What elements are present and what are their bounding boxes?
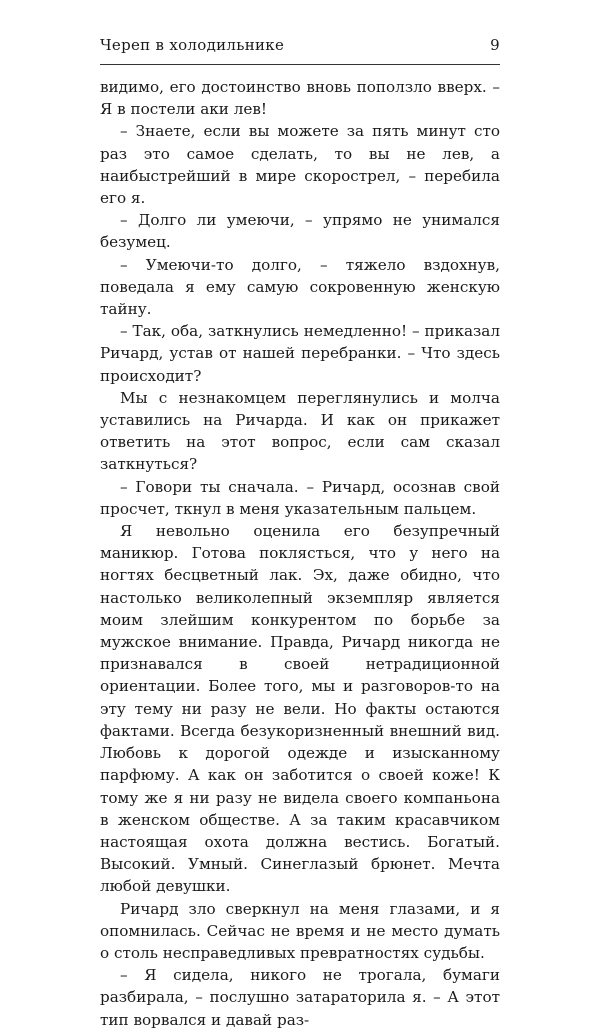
paragraph: Ричард зло сверкнул на меня глазами, и я опомнилась. Сейчас не время и не место думать о столь несправедливых превратностях судьбы. [100, 899, 500, 962]
paragraph: – Умеючи-то долго, – тяжело вздохнув, поведала я ему самую сокровенную женскую тайну. [100, 255, 500, 319]
running-header [100, 36, 500, 54]
paragraph: – Долго ли умеючи, – упрямо не унимался безумец. [100, 211, 500, 252]
paragraph: – Так, оба, заткнулись немедленно! – приказал Ричард, устав от нашей перебранки. – Что здесь происходит? [100, 322, 500, 385]
page-number: 9 [490, 36, 500, 54]
book-title: Череп в холодильнике [100, 36, 285, 54]
paragraph: Мы с незнакомцем переглянулись и молча уставились на Ричарда. И как он прикажет ответить на этот вопрос, если сам сказал заткнуться? [100, 388, 500, 474]
paragraph: – Я сидела, никого не трогала, бумаги разбирала, – послушно затараторила я. – А этот тип ворвался и давай раз- [100, 966, 500, 1029]
paragraph: Я невольно оценила его безупречный маникюр. Готова поклясться, что у него на ногтях бесцветный лак. Эх, даже обидно, что настолько великолепный экземпляр является моим злейшим конкурентом по борьбе за мужское внимание. Правда, Ричард никогда не признавался в своей нетрадиционной ориентации. Более того, мы и разговоров-то на эту тему ни разу не вели. Но факты остаются фактами. Всегда безукоризненный внешний вид. Любовь к дорогой одежде и изысканному парфюму. А как он заботится о своей коже! К тому же я ни разу не видела своего компаньона в женском обществе. А за таким красавчиком настоящая охота должна вестись. Богатый. Высокий. Умный. Синеглазый брюнет. Мечта любой девушки. [100, 522, 500, 896]
paragraph: видимо, его достоинство вновь поползло вверх. – Я в постели аки лев! [100, 78, 500, 119]
paragraph: – Знаете, если вы можете за пять минут сто раз это самое сделать, то вы не лев, а наибыстрейший в мире скорострел, – перебила его я. [100, 122, 500, 208]
body-text [100, 76, 500, 1031]
paragraph: – Говори ты сначала. – Ричард, осознав свой просчет, ткнул в меня указательным пальцем. [100, 477, 500, 518]
header-rule [100, 64, 500, 65]
